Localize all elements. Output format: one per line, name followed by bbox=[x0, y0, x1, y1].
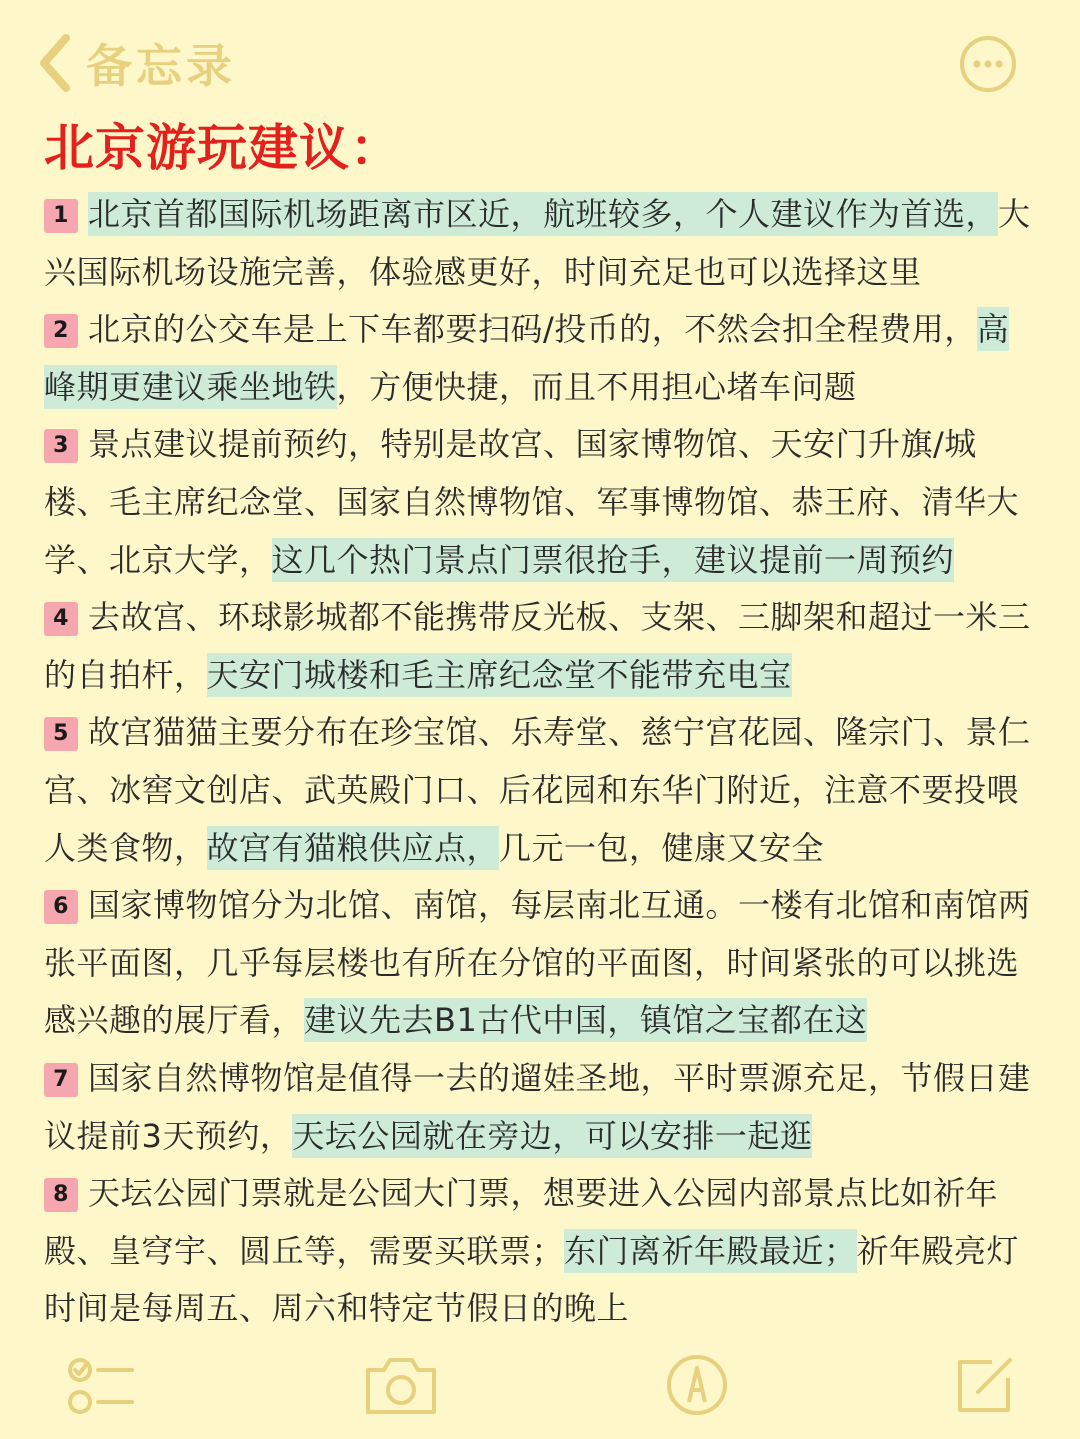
note-text: 故宫猫猫主要分布在珍宝馆、乐寿堂、慈宁宫花园、隆宗门、景仁宫、冰窖文创店、武英殿门口、后花园和东华门附近，注意不要投喂人类食物， bbox=[44, 713, 1031, 867]
chevron-left-icon bbox=[36, 32, 72, 94]
number-badge: 1 bbox=[44, 199, 78, 233]
compose-button[interactable] bbox=[952, 1352, 1018, 1418]
checklist-button[interactable] bbox=[66, 1352, 138, 1422]
pen-markup-icon bbox=[664, 1352, 730, 1418]
more-dots-icon bbox=[958, 34, 1018, 94]
number-badge: 7 bbox=[44, 1063, 78, 1097]
back-label: 备忘录 bbox=[86, 39, 236, 93]
camera-button[interactable] bbox=[362, 1352, 440, 1418]
note-body[interactable] bbox=[44, 186, 1034, 1338]
note-text: 景点建议提前预约，特别是故宫、国家博物馆、天安门升旗/城楼、毛主席纪念堂、国家自然博物馆、军事博物馆、恭王府、清华大学、北京大学， bbox=[44, 425, 1020, 579]
highlighted-text: 这几个热门景点门票很抢手，建议提前一周预约 bbox=[272, 538, 955, 582]
highlighted-text: 建议先去B1古代中国，镇馆之宝都在这 bbox=[304, 998, 867, 1042]
camera-icon bbox=[362, 1352, 440, 1418]
note-text: 去故宫、环球影城都不能携带反光板、支架、三脚架和超过一米三的自拍杆， bbox=[44, 598, 1031, 694]
note-title: 北京游玩建议： bbox=[44, 119, 401, 177]
note-item-8 bbox=[44, 1165, 1034, 1338]
highlighted-text: 天坛公园就在旁边，可以安排一起逛 bbox=[292, 1114, 812, 1158]
number-badge: 4 bbox=[44, 602, 78, 636]
note-item-6 bbox=[44, 877, 1034, 1050]
note-text: 几元一包，健康又安全 bbox=[499, 828, 825, 867]
note-text: 天坛公园门票就是公园大门票，想要进入公园内部景点比如祈年殿、皇穹宇、圆丘等，需要买联票； bbox=[44, 1174, 999, 1270]
back-button[interactable] bbox=[36, 28, 236, 98]
note-text: 北京的公交车是上下车都要扫码/投币的，不然会扣全程费用， bbox=[88, 310, 977, 349]
highlighted-text: 高峰期更建议乘坐地铁 bbox=[44, 307, 1009, 409]
number-badge: 5 bbox=[44, 717, 78, 751]
highlighted-text: 天安门城楼和毛主席纪念堂不能带充电宝 bbox=[207, 653, 792, 697]
note-text: ，方便快捷，而且不用担心堵车问题 bbox=[336, 367, 857, 406]
nav-header bbox=[0, 0, 1080, 120]
note-item-1 bbox=[44, 186, 1034, 301]
note-text: 祈年殿亮灯时间是每周五、周六和特定节假日的晚上 bbox=[44, 1231, 1020, 1328]
number-badge: 3 bbox=[44, 429, 78, 463]
note-item-5 bbox=[44, 704, 1034, 877]
bottom-toolbar bbox=[0, 1340, 1080, 1439]
more-button[interactable] bbox=[958, 34, 1018, 94]
number-badge: 8 bbox=[44, 1178, 78, 1212]
markup-button[interactable] bbox=[664, 1352, 730, 1418]
note-text: 国家自然博物馆是值得一去的遛娃圣地，平时票源充足，节假日建议提前3天预约， bbox=[44, 1058, 1031, 1155]
highlighted-text: 东门离祈年殿最近； bbox=[564, 1229, 857, 1273]
number-badge: 2 bbox=[44, 314, 78, 348]
highlighted-text: 故宫有猫粮供应点， bbox=[207, 826, 500, 870]
note-item-2 bbox=[44, 301, 1034, 416]
note-item-7 bbox=[44, 1050, 1034, 1165]
number-badge: 6 bbox=[44, 890, 78, 924]
checklist-icon bbox=[66, 1352, 138, 1422]
highlighted-text: 北京首都国际机场距离市区近，航班较多，个人建议作为首选， bbox=[88, 192, 998, 236]
compose-icon bbox=[952, 1352, 1018, 1418]
note-item-4 bbox=[44, 589, 1034, 704]
note-item-3 bbox=[44, 416, 1034, 589]
note-text: 大兴国际机场设施完善，体验感更好，时间充足也可以选择这里 bbox=[44, 195, 1031, 291]
note-text: 国家博物馆分为北馆、南馆，每层南北互通。一楼有北馆和南馆两张平面图，几乎每层楼也有所在分馆的平面图，时间紧张的可以挑选感兴趣的展厅看， bbox=[44, 886, 1031, 1040]
